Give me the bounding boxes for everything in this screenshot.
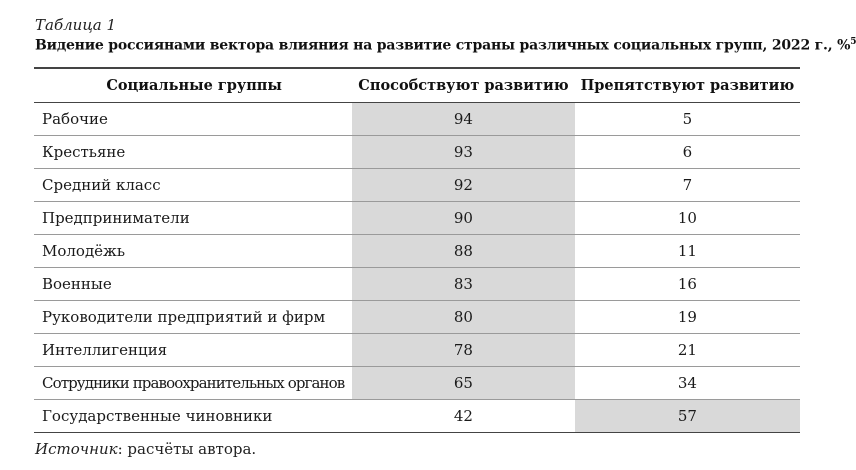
cell-hinder-value: 34	[575, 366, 801, 399]
cell-social-group: Сотрудники правоохранительных органов	[34, 366, 352, 399]
cell-promote-value: 93	[352, 135, 574, 168]
source-label: Источник	[35, 440, 118, 458]
header-social-groups: Социальные группы	[34, 68, 352, 102]
cell-promote-value: 83	[352, 267, 574, 300]
cell-hinder-value: 16	[575, 267, 801, 300]
cell-hinder-value: 21	[575, 333, 801, 366]
table-row	[34, 168, 800, 201]
cell-hinder-value: 10	[575, 201, 801, 234]
cell-promote-value: 80	[352, 300, 574, 333]
table-body	[34, 102, 800, 432]
table-label: Таблица 1	[35, 16, 117, 34]
cell-social-group: Руководители предприятий и фирм	[34, 300, 352, 333]
table-row	[34, 135, 800, 168]
table-row	[34, 333, 800, 366]
table-header-row	[34, 68, 800, 102]
table-row	[34, 267, 800, 300]
cell-social-group: Рабочие	[34, 102, 352, 135]
table-row	[34, 399, 800, 432]
cell-social-group: Интеллигенция	[34, 333, 352, 366]
cell-hinder-value: 11	[575, 234, 801, 267]
source-text: : расчёты автора.	[117, 440, 257, 458]
table-row	[34, 300, 800, 333]
cell-social-group: Военные	[34, 267, 352, 300]
table-row	[34, 102, 800, 135]
cell-social-group: Крестьяне	[34, 135, 352, 168]
cell-social-group: Средний класс	[34, 168, 352, 201]
cell-hinder-value: 7	[575, 168, 801, 201]
cell-hinder-value: 19	[575, 300, 801, 333]
table-title	[35, 37, 856, 54]
cell-social-group: Предприниматели	[34, 201, 352, 234]
cell-hinder-value: 6	[575, 135, 801, 168]
header-hinder: Препятствуют развитию	[575, 68, 801, 102]
cell-promote-value: 88	[352, 234, 574, 267]
table-title-text: Видение россиянами вектора влияния на развитие страны различных социальных групп, 2022 г., %	[35, 37, 851, 54]
cell-promote-value: 90	[352, 201, 574, 234]
cell-social-group: Государственные чиновники	[34, 399, 352, 432]
cell-promote-value: 42	[352, 399, 574, 432]
source-note	[35, 440, 256, 458]
cell-hinder-value: 5	[575, 102, 801, 135]
cell-social-group: Молодёжь	[34, 234, 352, 267]
cell-promote-value: 94	[352, 102, 574, 135]
table-row	[34, 234, 800, 267]
table-row	[34, 201, 800, 234]
header-promote: Способствуют развитию	[352, 68, 574, 102]
footnote-mark: 5	[850, 37, 856, 47]
data-table	[34, 67, 800, 433]
cell-promote-value: 78	[352, 333, 574, 366]
cell-promote-value: 92	[352, 168, 574, 201]
cell-hinder-value: 57	[575, 399, 801, 432]
cell-promote-value: 65	[352, 366, 574, 399]
table-row	[34, 366, 800, 399]
